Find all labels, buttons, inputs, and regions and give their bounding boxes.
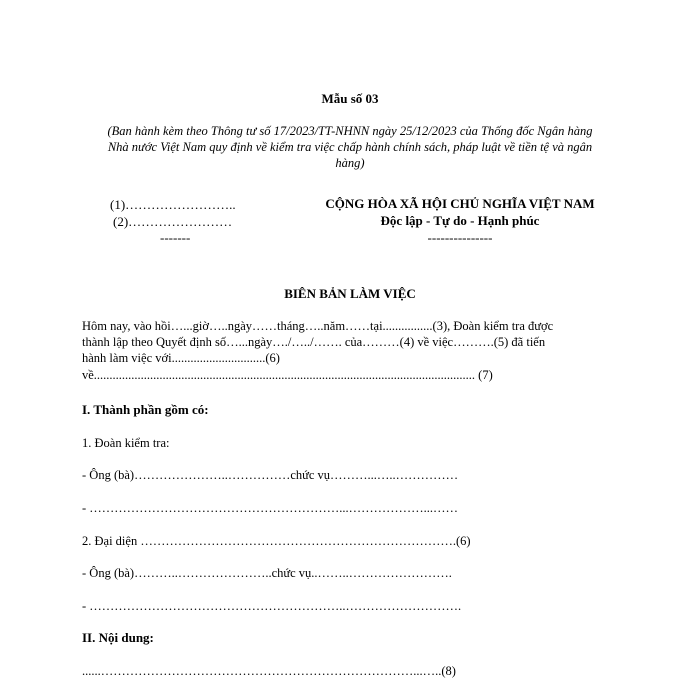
agency-line-2: (2)…………………… xyxy=(113,214,233,229)
intro-line-2: thành lập theo Quyết định số…...ngày…./…../……. của………(4) về việc……….(5) đã tiến xyxy=(82,335,546,349)
agency-divider: ------- xyxy=(160,230,191,245)
section-1-heading: I. Thành phần gồm có: xyxy=(82,402,209,417)
representative-line-blank: - ……………………………………………………..………………………. xyxy=(82,599,462,613)
issuance-note-line1: (Ban hành kèm theo Thông tư số 17/2023/TT-NHNN ngày 25/12/2023 của Thống đốc Ngân hàng xyxy=(107,124,593,138)
document-title: BIÊN BẢN LÀM VIỆC xyxy=(284,286,416,301)
motto-divider: --------------- xyxy=(427,230,493,245)
inspection-team-label: 1. Đoàn kiểm tra: xyxy=(82,436,170,450)
representative-label: 2. Đại diện ………………………………………………………………….(6) xyxy=(82,534,471,548)
team-member-line-blank: - ……………………………………………………...………………...…… xyxy=(82,501,459,515)
national-motto: Độc lập - Tự do - Hạnh phúc xyxy=(380,213,540,228)
content-line: ......…………………………………………………………………...…..(8) xyxy=(82,664,456,678)
section-2-heading: II. Nội dung: xyxy=(82,630,154,645)
issuance-note-line3: hàng) xyxy=(335,156,365,170)
intro-line-1: Hôm nay, vào hồi…...giờ…..ngày……tháng…..năm……tại................(3), Đoàn kiểm tra được xyxy=(82,319,554,333)
issuance-note-line2: Nhà nước Việt Nam quy định về kiểm tra việc chấp hành chính sách, pháp luật về tiền tệ và ngân xyxy=(107,140,593,154)
agency-line-1: (1)…………………….. xyxy=(110,197,236,212)
representative-member-line: - Ông (bà)………..…………………..chức vụ..……..……………………. xyxy=(82,566,452,580)
form-number: Mẫu số 03 xyxy=(321,91,379,106)
intro-line-4: về.......................................................................................................................... (7) xyxy=(82,368,493,382)
team-member-line: - Ông (bà)…………………..……………chức vụ………...…..…………… xyxy=(82,468,459,482)
intro-line-3: hành làm việc với..............................(6) xyxy=(82,351,280,365)
country-name: CỘNG HÒA XÃ HỘI CHỦ NGHĨA VIỆT NAM xyxy=(325,196,595,211)
